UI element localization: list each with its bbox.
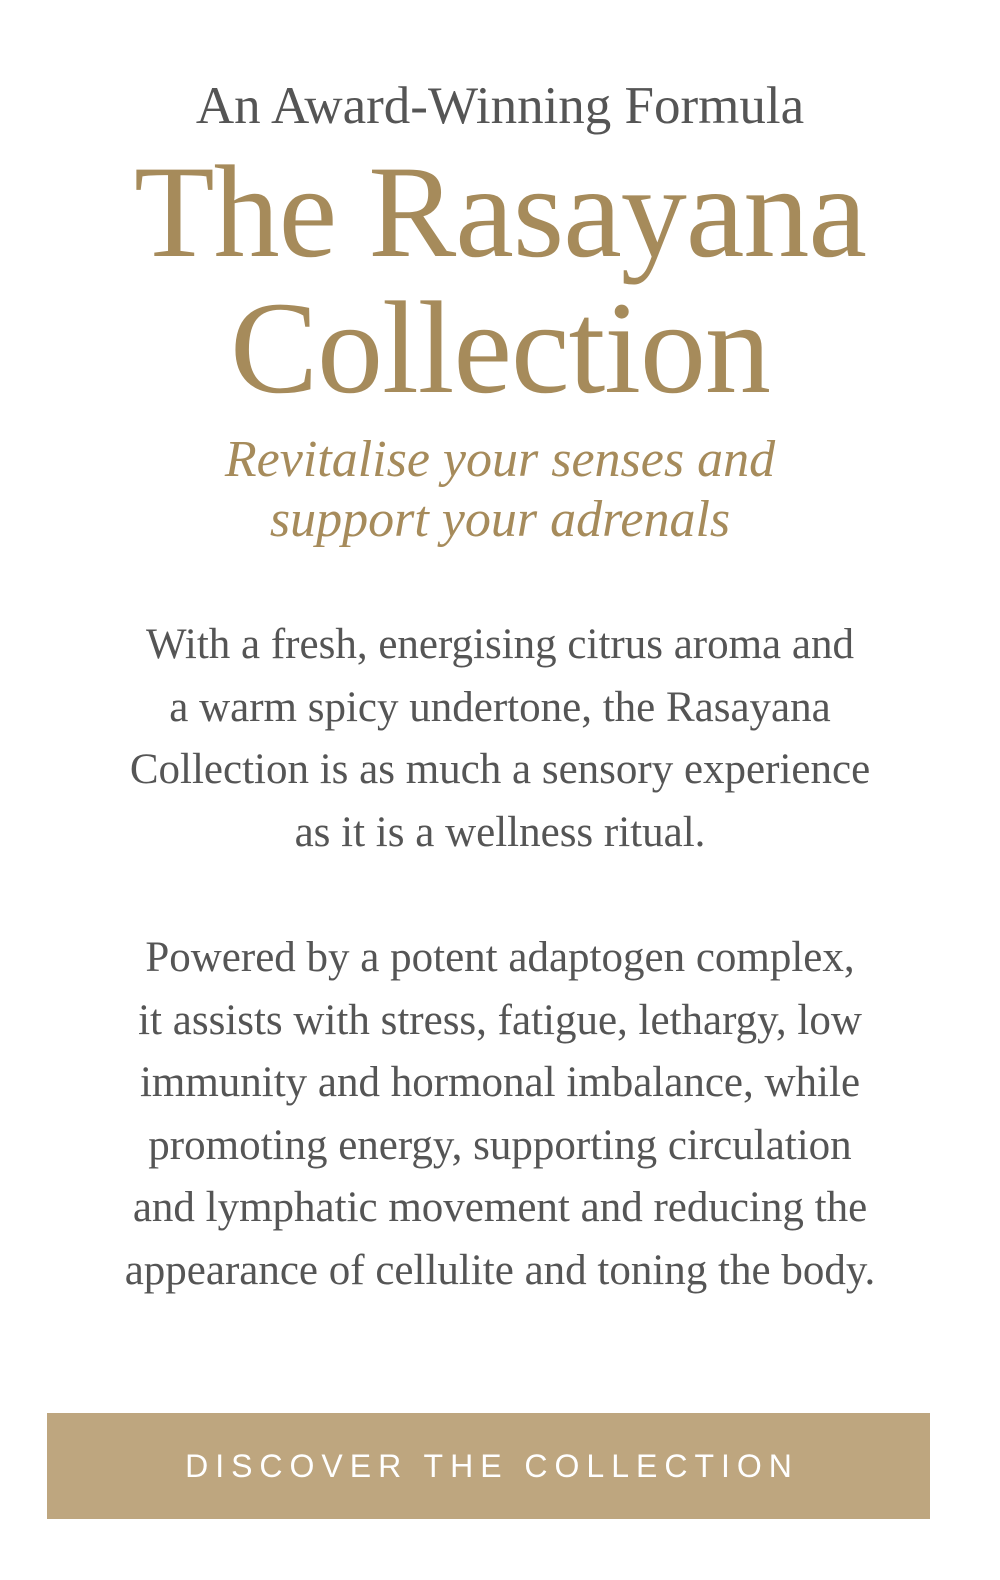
paragraph-line: immunity and hormonal imbalance, while [139,1059,861,1106]
tagline [0,430,1000,550]
paragraph-line: and lymphatic movement and reducing the [132,1184,868,1231]
paragraph-line: a warm spicy undertone, the Rasayana [169,683,831,731]
eyebrow-heading: An Award-Winning Formula [195,77,805,135]
description-paragraph-benefits [40,927,960,1302]
paragraph-line: Powered by a potent adaptogen complex, [145,934,855,981]
description-paragraph-aroma [40,614,960,864]
collection-title-line: The Rasayana [134,138,866,285]
paragraph-line: as it is a wellness ritual. [294,808,706,856]
paragraph-line: Collection is as much a sensory experience [129,746,871,793]
discover-collection-button[interactable]: DISCOVER THE COLLECTION [47,1413,930,1519]
collection-title [0,138,1000,421]
collection-title-line: Collection [230,274,770,421]
paragraph-line: promoting energy, supporting circulation [148,1121,852,1169]
tagline-line: support your adrenals [269,491,731,548]
paragraph-line: appearance of cellulite and toning the body. [124,1246,876,1294]
tagline-line: Revitalise your senses and [224,431,776,488]
paragraph-line: it assists with stress, fatigue, lethargy, low [138,996,862,1044]
paragraph-line: With a fresh, energising citrus aroma and [146,621,854,668]
